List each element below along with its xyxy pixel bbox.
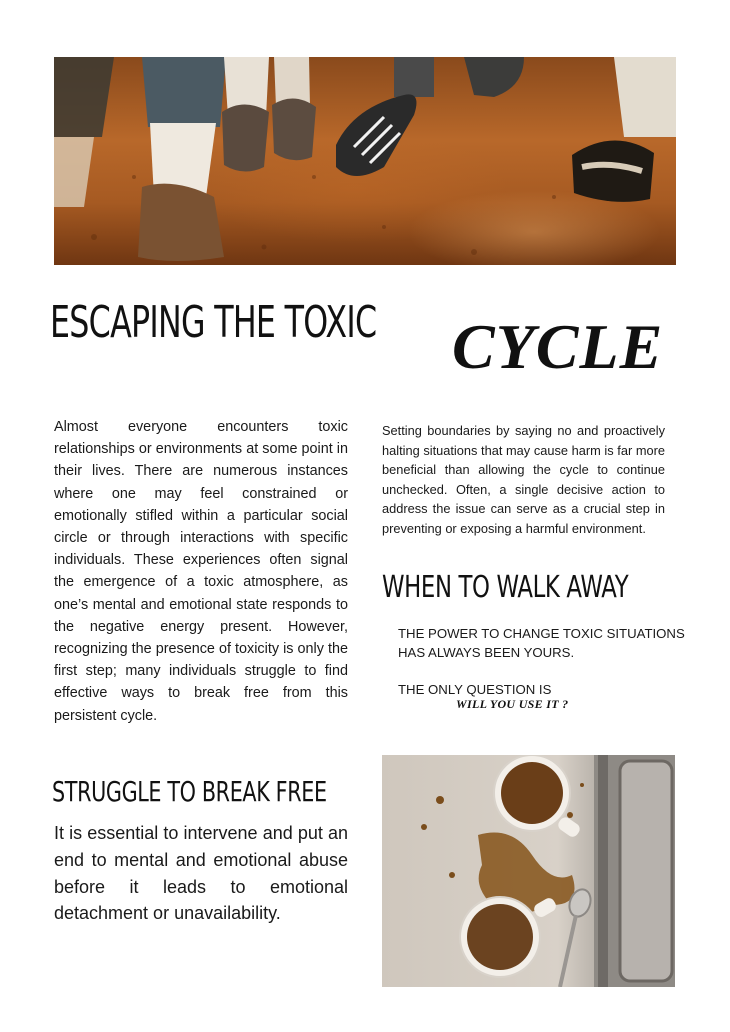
page-title: ESCAPING THE TOXIC — [50, 297, 377, 348]
page-title-accent: CYCLE — [452, 311, 664, 382]
walk-away-heading: WHEN TO WALK AWAY — [382, 570, 629, 605]
quote-line-2: HAS ALWAYS BEEN YOURS. — [398, 645, 575, 660]
struggle-paragraph: It is essential to intervene and put an end to mental and emotional abuse before it leads to emotional detachment or unavailability. — [54, 823, 348, 924]
hero-photo-feet — [54, 57, 676, 265]
walk-away-quote — [398, 624, 698, 699]
left-column-paragraph: Almost everyone encounters toxic relationships or environments at some point in their lives. There are numerous instances where one may feel constrained or emotionally stifled within a particular social circle or through interactions with specific individuals. These experiences often signal the emergence of a toxic atmosphere, as one’s mental and emotional state responds to the negative energy present. However, recognizing the presence of toxicity is only the first step; many individuals struggle to find effective ways to break free from this persistent cycle. — [54, 419, 348, 724]
coffee-illustration — [382, 755, 675, 987]
feet-illustration — [54, 57, 676, 265]
coffee-spill-photo — [382, 755, 675, 987]
quote-line-1: THE POWER TO CHANGE TOXIC SITUATIONS — [398, 626, 685, 641]
right-column-paragraph: Setting boundaries by saying no and proactively halting situations that may cause harm is far more beneficial than allowing the cycle to continue unchecked. Often, a single decisive action to address the issue can serve as a crucial step in preventing or exposing a harmful environment. — [382, 423, 665, 536]
quote-spacer — [398, 662, 698, 680]
quote-line-3: THE ONLY QUESTION IS — [398, 682, 552, 697]
struggle-heading: STRUGGLE TO BREAK FREE — [52, 775, 327, 808]
quote-emphasis: WILL YOU USE IT ? — [456, 697, 569, 711]
